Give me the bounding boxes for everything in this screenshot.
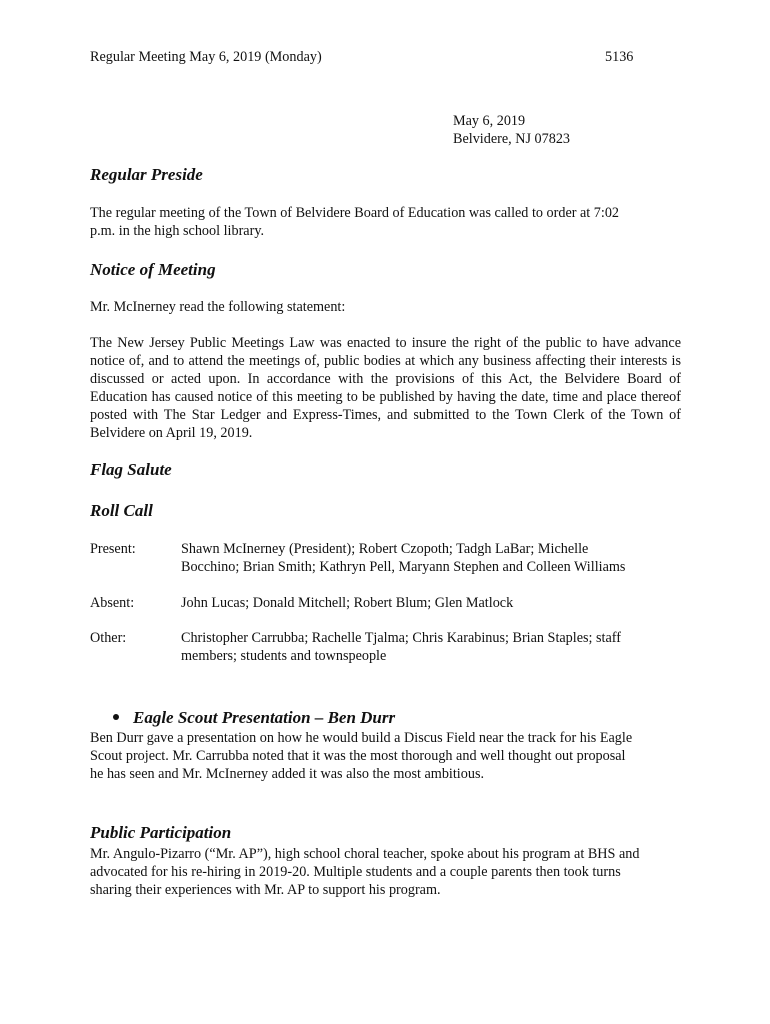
page-number: 5136	[605, 49, 634, 65]
heading-roll-call: Roll Call	[90, 501, 153, 520]
regular-preside-line-2: p.m. in the high school library.	[90, 223, 265, 239]
public-participation-line-1: Mr. Angulo-Pizarro (“Mr. AP”), high school choral teacher, spoke about his program at BHS and	[90, 846, 640, 862]
running-header-title: Regular Meeting May 6, 2019 (Monday)	[90, 49, 322, 65]
eagle-scout-line-2: Scout project. Mr. Carrubba noted that it was the most thorough and well thought out proposal	[90, 748, 626, 764]
absent-value: John Lucas; Donald Mitchell; Robert Blum; Glen Matlock	[181, 595, 514, 611]
present-label: Present:	[90, 541, 136, 557]
heading-notice-of-meeting: Notice of Meeting	[90, 260, 216, 279]
public-participation-line-3: sharing their experiences with Mr. AP to support his program.	[90, 882, 441, 898]
eagle-scout-heading-text: Eagle Scout Presentation – Ben Durr	[133, 708, 396, 727]
other-label: Other:	[90, 630, 127, 646]
dateline	[453, 112, 570, 148]
other-line-1: Christopher Carrubba; Rachelle Tjalma; Chris Karabinus; Brian Staples; staff	[181, 630, 621, 646]
public-participation-line-2: advocated for his re-hiring in 2019-20. Multiple students and a couple parents then took turns	[90, 864, 621, 880]
eagle-scout-line-3: he has seen and Mr. McInerney added it was also the most ambitious.	[90, 766, 485, 782]
other-line-2: members; students and townspeople	[181, 648, 387, 664]
notice-intro: Mr. McInerney read the following statement:	[90, 299, 346, 315]
heading-flag-salute: Flag Salute	[90, 460, 172, 479]
notice-statement: The New Jersey Public Meetings Law was enacted to insure the right of the public to have advance notice of, and to attend the meetings of, public bodies at which any business affecting their interests is discussed or acted upon. In accordance with the provisions of this Act, the Belvidere Board of Education has caused notice of this meeting to be published by having the date, time and place thereof posted with The Star Ledger and Express-Times, and submitted to the Town Clerk of the Town of Belvidere on April 19, 2019.	[90, 335, 681, 441]
absent-label: Absent:	[90, 595, 135, 611]
present-line-2: Bocchino; Brian Smith; Kathryn Pell, Maryann Stephen and Colleen Williams	[181, 559, 626, 575]
present-line-1: Shawn McInerney (President); Robert Czopoth; Tadgh LaBar; Michelle	[181, 541, 589, 557]
regular-preside-line-1: The regular meeting of the Town of Belvidere Board of Education was called to order at 7:02	[90, 205, 620, 221]
eagle-scout-heading	[113, 709, 395, 727]
meeting-date: May 6, 2019	[453, 113, 526, 129]
eagle-scout-line-1: Ben Durr gave a presentation on how he would build a Discus Field near the track for his Eagle	[90, 730, 633, 746]
heading-public-participation: Public Participation	[90, 823, 232, 842]
meeting-place: Belvidere, NJ 07823	[453, 131, 571, 147]
bullet-icon	[113, 714, 119, 720]
heading-regular-preside: Regular Preside	[90, 165, 203, 184]
